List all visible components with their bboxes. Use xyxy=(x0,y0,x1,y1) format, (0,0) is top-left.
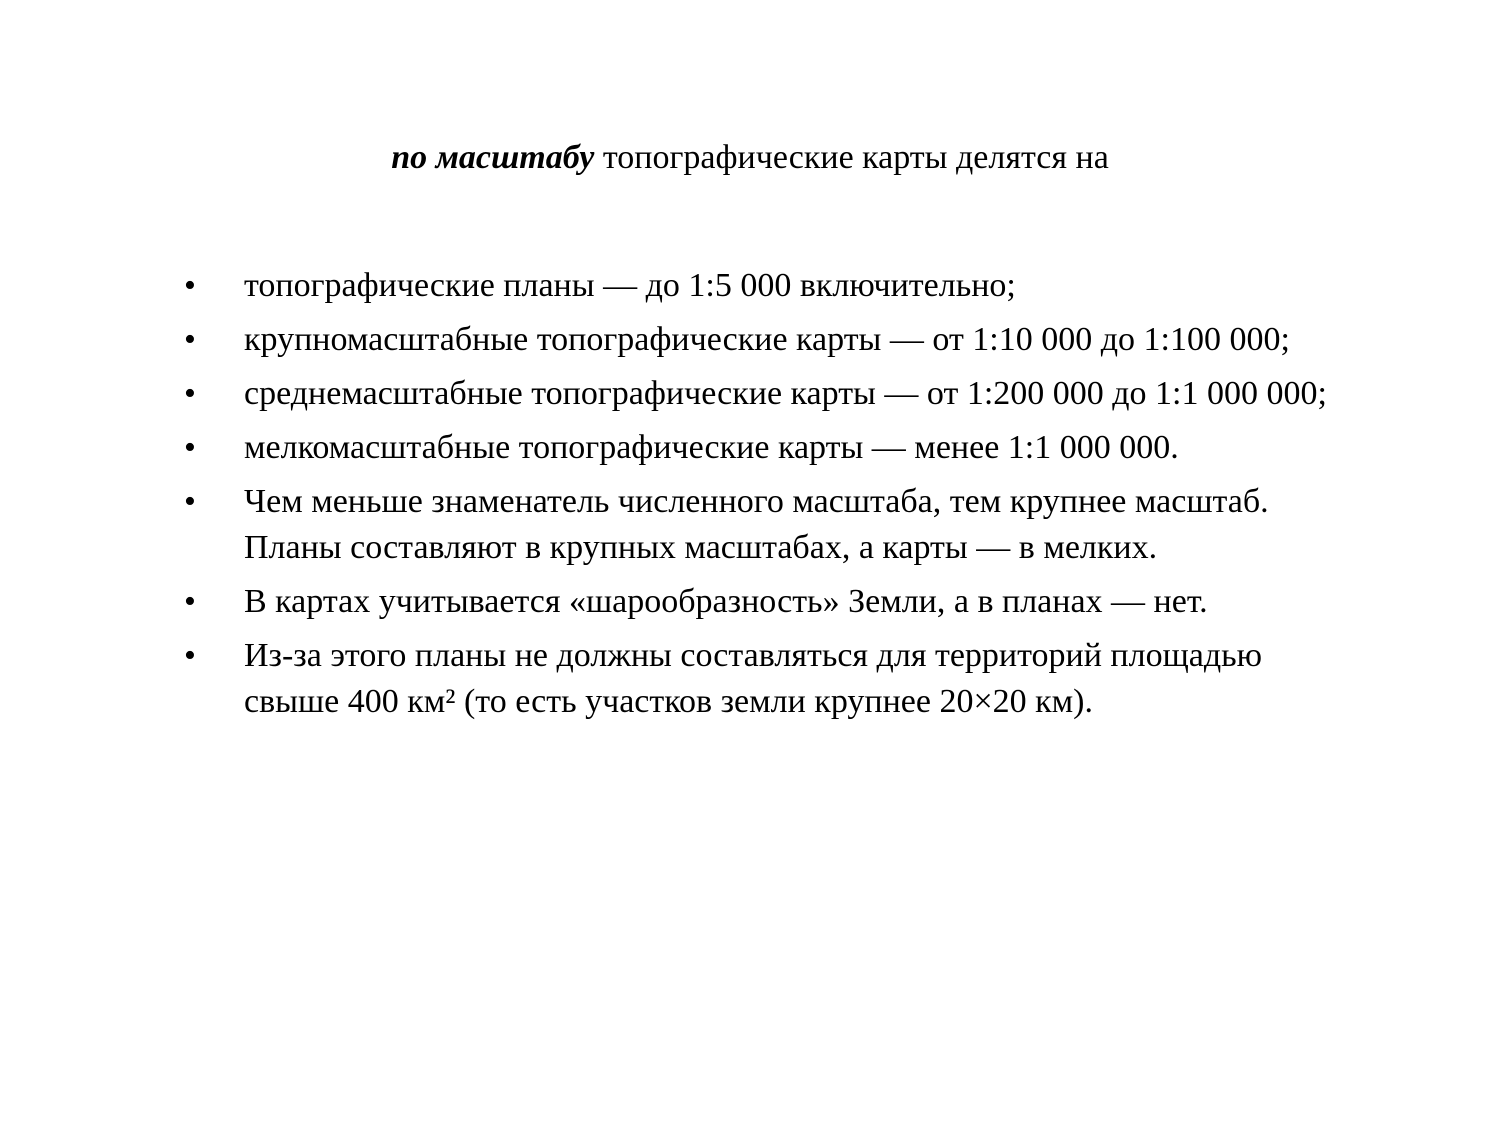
heading-emphasis: по масштабу xyxy=(391,139,595,176)
list-item xyxy=(184,371,1484,417)
heading-rest: топографические карты делятся на xyxy=(594,139,1109,176)
list-item xyxy=(184,425,1484,471)
slide-heading xyxy=(0,136,1500,180)
list-item-text: мелкомасштабные топографические карты — менее 1:1 000 000. xyxy=(244,429,1179,466)
bullet-icon: • xyxy=(184,267,196,304)
list-item xyxy=(184,633,1484,725)
list-item-text: среднемасштабные топографические карты — от 1:200 000 до 1:1 000 000; xyxy=(244,375,1327,412)
list-item-text: топографические планы — до 1:5 000 включительно; xyxy=(244,267,1016,304)
bullet-icon: • xyxy=(184,637,196,674)
bullet-list xyxy=(184,263,1484,733)
bullet-icon: • xyxy=(184,583,196,620)
list-item-text: Из-за этого планы не должны составляться для территорий площадью свыше 400 км² (то есть участков земли крупнее 20×20 км). xyxy=(244,637,1263,720)
list-item-text: крупномасштабные топографические карты — от 1:10 000 до 1:100 000; xyxy=(244,321,1290,358)
bullet-icon: • xyxy=(184,429,196,466)
list-item-text: Чем меньше знаменатель численного масштаба, тем крупнее масштаб. Планы составляют в крупных масштабах, а карты — в мелких. xyxy=(244,483,1269,566)
list-item xyxy=(184,263,1484,309)
list-item xyxy=(184,317,1484,363)
list-item-text: В картах учитывается «шарообразность» Земли, а в планах — нет. xyxy=(244,583,1208,620)
bullet-icon: • xyxy=(184,375,196,412)
list-item xyxy=(184,579,1484,625)
bullet-icon: • xyxy=(184,321,196,358)
list-item xyxy=(184,479,1484,571)
bullet-icon: • xyxy=(184,483,196,520)
